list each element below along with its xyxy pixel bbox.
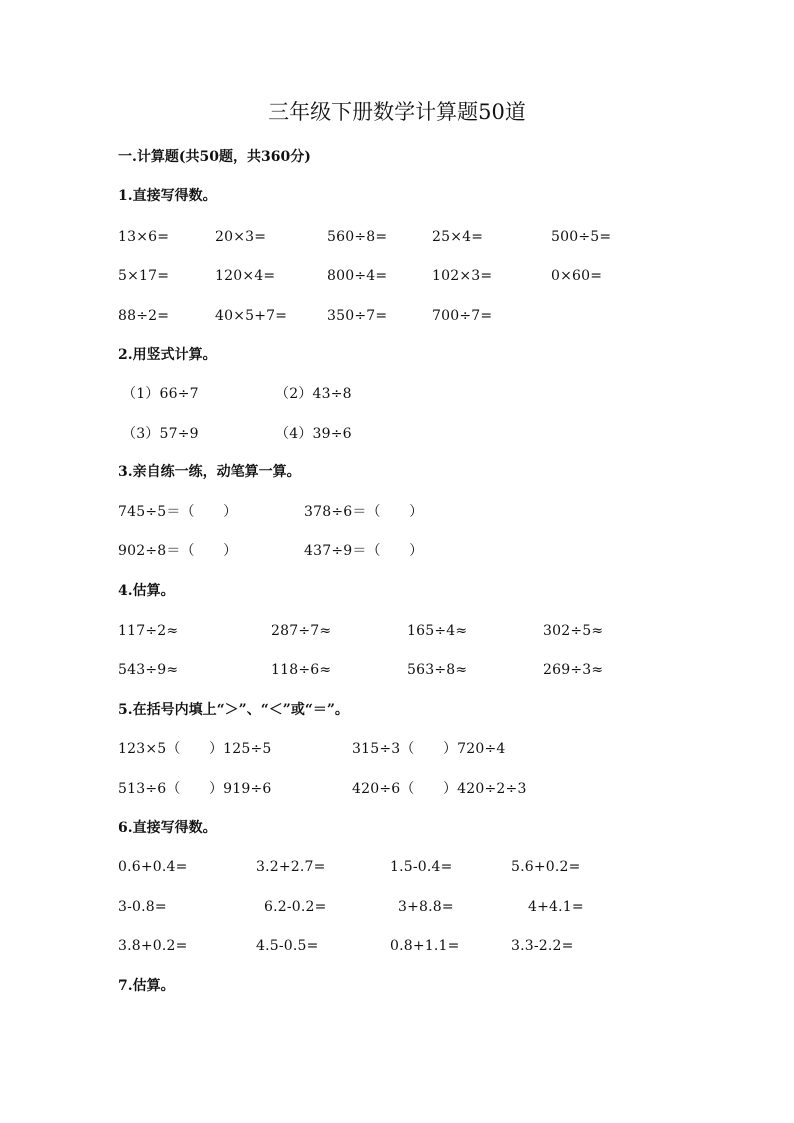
problem-item: 3+8.8= <box>398 899 454 915</box>
problem-item: 745÷5＝（ ） <box>118 504 238 520</box>
problem-item: 3.2+2.7= <box>256 859 326 875</box>
problem-item: 269÷3≈ <box>543 662 604 678</box>
question-2-row <box>0 424 794 444</box>
question-2-row <box>0 384 794 404</box>
question-5-row <box>0 779 794 799</box>
question-1-title: 1.直接写得数。 <box>118 188 217 204</box>
problem-item: （3）57÷9 <box>122 426 199 442</box>
problem-item: 25×4= <box>432 229 484 245</box>
problem-item: 123×5（ ）125÷5 <box>118 741 272 757</box>
question-3-row <box>0 502 794 522</box>
question-3-title: 3.亲自练一练，动笔算一算。 <box>118 464 301 480</box>
problem-item: 563÷8≈ <box>407 662 468 678</box>
problem-item: 20×3= <box>215 229 267 245</box>
question-2-title: 2.用竖式计算。 <box>118 347 217 363</box>
problem-item: 120×4= <box>215 268 276 284</box>
problem-item: 420÷6（ ）420÷2÷3 <box>352 781 527 797</box>
question-4-row <box>0 660 794 680</box>
problem-item: 40×5+7= <box>215 308 288 324</box>
problem-item: （2）43÷8 <box>275 386 352 402</box>
problem-item: 102×3= <box>432 268 493 284</box>
problem-item: 513÷6（ ）919÷6 <box>118 781 272 797</box>
problem-item: 700÷7= <box>432 308 493 324</box>
problem-item: 437÷9＝（ ） <box>304 543 424 559</box>
problem-item: 0×60= <box>551 268 603 284</box>
question-7-title: 7.估算。 <box>118 978 175 994</box>
question-6-title: 6.直接写得数。 <box>118 820 217 836</box>
problem-item: 3-0.8= <box>118 899 167 915</box>
question-4-row <box>0 621 794 641</box>
question-5-row <box>0 739 794 759</box>
problem-item: 4+4.1= <box>528 899 584 915</box>
problem-item: 543÷9≈ <box>118 662 179 678</box>
problem-item: 800÷4= <box>327 268 388 284</box>
problem-item: 4.5-0.5= <box>256 938 319 954</box>
question-6-row <box>0 897 794 917</box>
problem-item: 500÷5= <box>551 229 612 245</box>
problem-item: 1.5-0.4= <box>390 859 453 875</box>
problem-item: 302÷5≈ <box>543 623 604 639</box>
question-6-row <box>0 857 794 877</box>
problem-item: 3.8+0.2= <box>118 938 188 954</box>
section-heading: 一.计算题(共50题，共360分) <box>118 149 311 165</box>
problem-item: （4）39÷6 <box>275 426 352 442</box>
problem-item: （1）66÷7 <box>122 386 199 402</box>
problem-item: 315÷3（ ）720÷4 <box>352 741 506 757</box>
problem-item: 3.3-2.2= <box>511 938 574 954</box>
question-1-row <box>0 227 794 247</box>
problem-item: 5×17= <box>118 268 170 284</box>
problem-item: 350÷7= <box>327 308 388 324</box>
problem-item: 5.6+0.2= <box>511 859 581 875</box>
problem-item: 117÷2≈ <box>118 623 179 639</box>
question-1-row <box>0 306 794 326</box>
question-6-row <box>0 936 794 956</box>
question-4-title: 4.估算。 <box>118 583 175 599</box>
problem-item: 0.8+1.1= <box>390 938 460 954</box>
problem-item: 287÷7≈ <box>271 623 332 639</box>
question-1-row <box>0 266 794 286</box>
problem-item: 165÷4≈ <box>407 623 468 639</box>
problem-item: 378÷6＝（ ） <box>304 504 424 520</box>
problem-item: 6.2-0.2= <box>264 899 327 915</box>
problem-item: 560÷8= <box>327 229 388 245</box>
problem-item: 13×6= <box>118 229 170 245</box>
question-3-row <box>0 541 794 561</box>
problem-item: 902÷8＝（ ） <box>118 543 238 559</box>
page-title: 三年级下册数学计算题50道 <box>268 100 526 124</box>
question-5-title: 5.在括号内填上“＞”、“＜”或“＝”。 <box>118 702 349 718</box>
problem-item: 0.6+0.4= <box>118 859 188 875</box>
problem-item: 118÷6≈ <box>271 662 332 678</box>
problem-item: 88÷2= <box>118 308 170 324</box>
